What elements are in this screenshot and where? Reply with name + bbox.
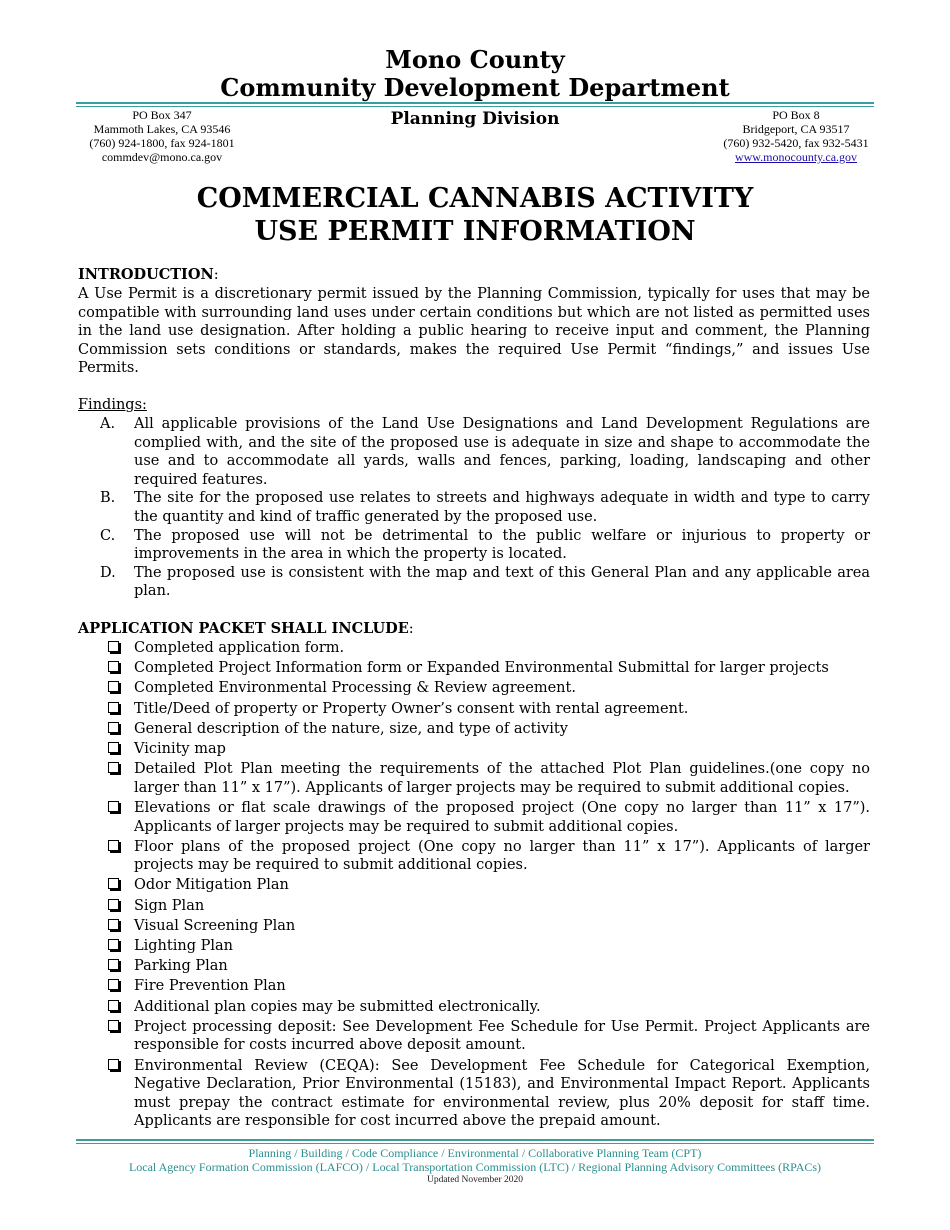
checklist-item bbox=[78, 937, 870, 956]
finding-letter: D. bbox=[100, 564, 116, 581]
mammoth-address-block bbox=[62, 108, 262, 164]
checkbox-icon[interactable] bbox=[108, 661, 119, 672]
checklist-item bbox=[78, 977, 870, 996]
checkbox-icon[interactable] bbox=[108, 1000, 119, 1011]
checklist-item-text: Elevations or flat scale drawings of the proposed project (One copy no larger than 11” x 17”). Applicants of larger projects may be required to submit additional copies. bbox=[134, 799, 870, 835]
checklist-item-text: Detailed Plot Plan meeting the requirements of the attached Plot Plan guidelines.(one copy no larger than 11” x 17”). Applicants of larger projects may be required to submit additional copies. bbox=[134, 761, 870, 796]
finding-item bbox=[78, 564, 870, 601]
checklist-item-text: Completed Project Information form or Expanded Environmental Submittal for larger projects bbox=[134, 660, 829, 677]
checklist-item bbox=[78, 760, 870, 797]
introduction-heading: INTRODUCTION: bbox=[78, 266, 219, 283]
checkbox-icon[interactable] bbox=[108, 801, 119, 812]
website-link[interactable]: www.monocounty.ca.gov bbox=[734, 150, 858, 164]
division-name: Planning Division bbox=[390, 109, 560, 129]
checklist-item-text: Fire Prevention Plan bbox=[134, 978, 286, 995]
footer-rule-top bbox=[76, 1139, 874, 1141]
address-line: Mammoth Lakes, CA 93546 bbox=[93, 122, 231, 136]
checklist-item bbox=[78, 799, 870, 836]
checklist-item-text: Environmental Review (CEQA): See Development Fee Schedule for Categorical Exemption, Negative Declaration, Prior Environmental (15183), and Environmental Impact Report. Applicants must prepay the contract estimate for environmental review, plus 20% deposit for staff time. Applicants are responsible for cost incurred above the prepaid amount. bbox=[134, 1057, 870, 1130]
checklist-item-text: General description of the nature, size, and type of activity bbox=[134, 720, 568, 737]
checklist-item bbox=[78, 700, 870, 719]
finding-text: All applicable provisions of the Land Use Designations and Land Development Regulations are complied with, and the site of the proposed use is adequate in size and shape to accommodate the use and to accommodate all yards, walls and fences, parking, loading, landscaping and other required features. bbox=[134, 416, 870, 488]
checklist-item-text: Sign Plan bbox=[134, 897, 205, 914]
address-line: PO Box 8 bbox=[772, 108, 820, 122]
footer-commissions: Local Agency Formation Commission (LAFCO) / Local Transportation Commission (LTC) / Regional Planning Advisory Committees (RPACs) bbox=[128, 1160, 822, 1174]
finding-text: The proposed use is consistent with the map and text of this General Plan and any applicable area plan. bbox=[134, 564, 870, 600]
finding-text: The site for the proposed use relates to streets and highways adequate in width and type to carry the quantity and kind of traffic generated by the proposed use. bbox=[134, 490, 870, 525]
document-title-line1: COMMERCIAL CANNABIS ACTIVITY bbox=[196, 183, 754, 214]
checklist-item-text: Title/Deed of property or Property Owner’s consent with rental agreement. bbox=[134, 700, 689, 717]
finding-letter: A. bbox=[100, 416, 116, 432]
checklist-item bbox=[78, 876, 870, 895]
packet-heading: APPLICATION PACKET SHALL INCLUDE: bbox=[78, 620, 414, 637]
checkbox-icon[interactable] bbox=[108, 681, 119, 692]
county-name: Mono County bbox=[385, 45, 565, 74]
checklist-item-text: Additional plan copies may be submitted electronically. bbox=[134, 998, 541, 1015]
checklist-item bbox=[78, 1018, 870, 1055]
address-line: (760) 924-1800, fax 924-1801 bbox=[89, 136, 235, 150]
address-line: (760) 932-5420, fax 932-5431 bbox=[723, 136, 869, 150]
footer-rule-bottom bbox=[76, 1143, 874, 1144]
checkbox-icon[interactable] bbox=[108, 959, 119, 970]
checklist-item bbox=[78, 720, 870, 739]
header-rule-bottom bbox=[76, 106, 874, 107]
findings-label: Findings: bbox=[78, 397, 147, 413]
checkbox-icon[interactable] bbox=[108, 1020, 119, 1031]
checkbox-icon[interactable] bbox=[108, 840, 119, 851]
checklist-item bbox=[78, 1057, 870, 1131]
footer-departments: Planning / Building / Code Compliance / Environmental / Collaborative Planning Team (CPT) bbox=[248, 1146, 702, 1160]
checklist-item bbox=[78, 740, 870, 759]
checkbox-icon[interactable] bbox=[108, 919, 119, 930]
finding-text: The proposed use will not be detrimental to the public welfare or injurious to property or improvements in the area in which the property is located. bbox=[134, 527, 870, 563]
checkbox-icon[interactable] bbox=[108, 979, 119, 990]
checklist-item-text: Vicinity map bbox=[134, 740, 226, 757]
checklist-item-text: Visual Screening Plan bbox=[134, 917, 296, 934]
email-address: commdev@mono.ca.gov bbox=[101, 150, 223, 164]
checklist-item-text: Completed Environmental Processing & Review agreement. bbox=[134, 680, 576, 697]
finding-letter: C. bbox=[100, 527, 116, 544]
findings-list bbox=[78, 415, 870, 601]
checkbox-icon[interactable] bbox=[108, 878, 119, 889]
checklist-item bbox=[78, 917, 870, 936]
checklist-item bbox=[78, 679, 870, 698]
finding-item bbox=[78, 415, 870, 489]
checkbox-icon[interactable] bbox=[108, 641, 119, 652]
checklist-item-text: Parking Plan bbox=[134, 958, 228, 975]
bridgeport-address-block bbox=[696, 108, 896, 164]
checkbox-icon[interactable] bbox=[108, 702, 119, 713]
finding-letter: B. bbox=[100, 490, 116, 507]
address-line: Bridgeport, CA 93517 bbox=[742, 122, 850, 136]
address-line: PO Box 347 bbox=[132, 108, 192, 122]
checklist-item-text: Odor Mitigation Plan bbox=[134, 877, 289, 894]
checkbox-icon[interactable] bbox=[108, 1059, 119, 1070]
checkbox-icon[interactable] bbox=[108, 762, 119, 773]
checklist-item bbox=[78, 957, 870, 976]
checklist-item-text: Floor plans of the proposed project (One copy no larger than 11” x 17”). Applicants of larger projects may be required to submit additional copies. bbox=[134, 838, 870, 874]
finding-item bbox=[78, 527, 870, 564]
checklist-item bbox=[78, 998, 870, 1017]
checkbox-icon[interactable] bbox=[108, 899, 119, 910]
checklist-item-text: Completed application form. bbox=[134, 640, 345, 656]
checklist-item bbox=[78, 659, 870, 678]
introduction-text: A Use Permit is a discretionary permit issued by the Planning Commission, typically for uses that may be compatible with surrounding land uses under certain conditions but which are not listed as permitted uses in the land use designation. After holding a public hearing to receive input and comment, the Planning Commission sets conditions or standards, makes the required Use Permit “findings,” and issues Use Permits. bbox=[78, 286, 870, 377]
checkbox-icon[interactable] bbox=[108, 742, 119, 753]
packet-checklist bbox=[78, 639, 870, 1133]
checklist-item-text: Project processing deposit: See Development Fee Schedule for Use Permit. Project Applicants are responsible for costs incurred above deposit amount. bbox=[134, 1018, 870, 1054]
document-title-line2: USE PERMIT INFORMATION bbox=[254, 216, 696, 247]
department-name: Community Development Department bbox=[220, 73, 730, 102]
checkbox-icon[interactable] bbox=[108, 939, 119, 950]
checklist-item bbox=[78, 897, 870, 916]
header-rule-top bbox=[76, 102, 874, 104]
checklist-item bbox=[78, 639, 870, 658]
checklist-item bbox=[78, 838, 870, 875]
finding-item bbox=[78, 489, 870, 526]
checkbox-icon[interactable] bbox=[108, 722, 119, 733]
footer-updated-date: Updated November 2020 bbox=[426, 1175, 524, 1185]
checklist-item-text: Lighting Plan bbox=[134, 938, 233, 955]
